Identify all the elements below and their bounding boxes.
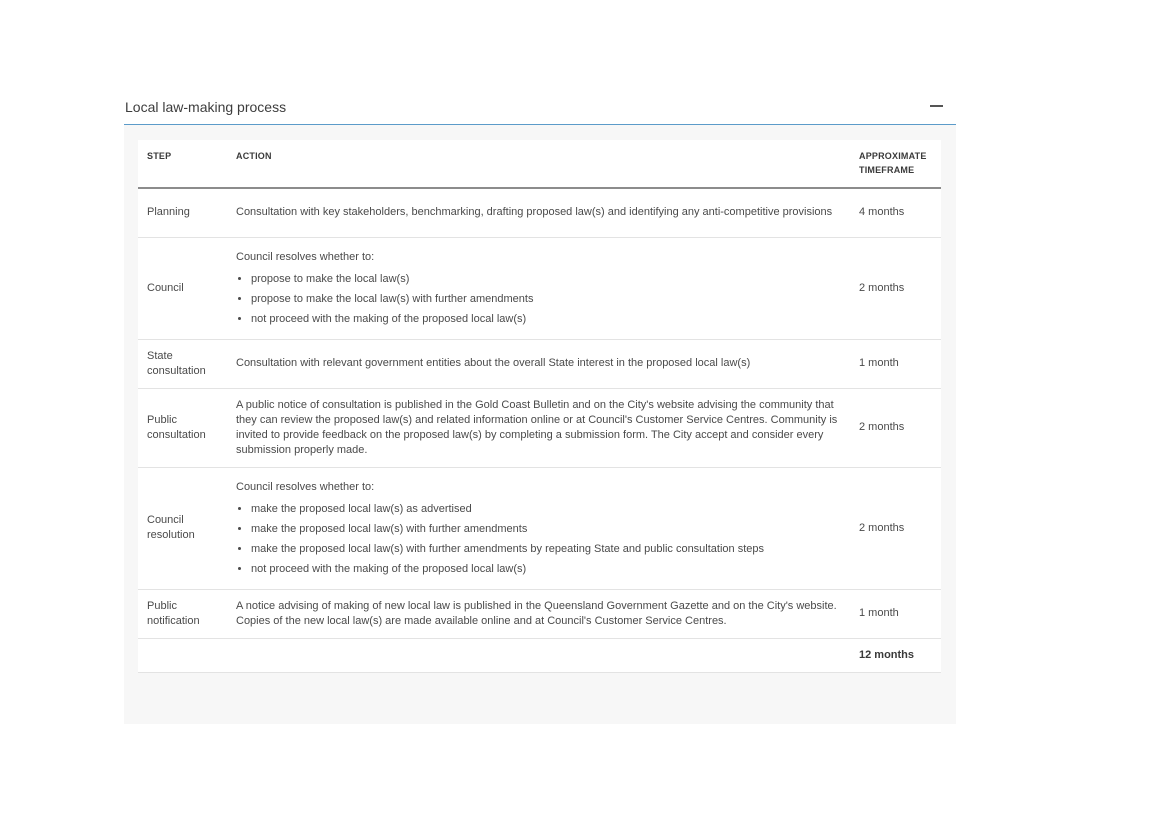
action-bullet-list bbox=[236, 502, 841, 577]
list-item: • make the proposed local law(s) with further amendments bbox=[251, 522, 841, 537]
action-cell: Consultation with key stakeholders, benchmarking, drafting proposed law(s) and identifying any anti-competitive provisions bbox=[227, 188, 850, 237]
step-cell: Public notification bbox=[138, 589, 227, 638]
action-bullet-list bbox=[236, 272, 841, 327]
timeframe-cell: 1 month bbox=[850, 589, 941, 638]
list-item: • not proceed with the making of the proposed local law(s) bbox=[251, 312, 841, 327]
list-item: • make the proposed local law(s) as advertised bbox=[251, 502, 841, 517]
step-cell: Public consultation bbox=[138, 388, 227, 467]
action-cell: Consultation with relevant government entities about the overall State interest in the proposed local law(s) bbox=[227, 339, 850, 388]
table-row-planning bbox=[138, 188, 941, 237]
list-item: • propose to make the local law(s) bbox=[251, 272, 841, 287]
header-action: ACTION bbox=[227, 140, 850, 188]
law-making-accordion bbox=[124, 92, 956, 724]
header-step: STEP bbox=[138, 140, 227, 188]
action-intro: Council resolves whether to: bbox=[236, 250, 375, 263]
table-header-row bbox=[138, 140, 941, 188]
step-cell: Council resolution bbox=[138, 467, 227, 589]
action-cell: A public notice of consultation is published in the Gold Coast Bulletin and on the City's website advising the community that they can review the proposed law(s) and related information online or at Council's Customer Service Centres. Community is invited to provide feedback on the proposed law(s) by completing a submission form. The City accept and consider every submission properly made. bbox=[227, 388, 850, 467]
step-cell: Council bbox=[138, 237, 227, 339]
header-timeframe-line2: TIMEFRAME bbox=[859, 165, 915, 175]
timeframe-cell: 2 months bbox=[850, 467, 941, 589]
empty-cell bbox=[227, 638, 850, 672]
timeframe-cell: 1 month bbox=[850, 339, 941, 388]
accordion-header[interactable] bbox=[124, 92, 956, 125]
action-cell bbox=[227, 467, 850, 589]
accordion-title: Local law-making process bbox=[125, 99, 287, 115]
collapse-minus-icon[interactable] bbox=[930, 97, 943, 110]
step-cell: State consultation bbox=[138, 339, 227, 388]
table-row-state-consultation bbox=[138, 339, 941, 388]
empty-cell bbox=[138, 638, 227, 672]
list-item: • not proceed with the making of the proposed local law(s) bbox=[251, 562, 841, 577]
total-timeframe-cell: 12 months bbox=[850, 638, 941, 672]
table-row-public-consultation bbox=[138, 388, 941, 467]
timeframe-cell: 2 months bbox=[850, 237, 941, 339]
table-row-public-notification bbox=[138, 589, 941, 638]
accordion-body bbox=[124, 125, 956, 724]
action-intro: Council resolves whether to: bbox=[236, 480, 375, 493]
list-item: • propose to make the local law(s) with further amendments bbox=[251, 292, 841, 307]
process-table bbox=[138, 140, 941, 673]
table-row-total bbox=[138, 638, 941, 672]
timeframe-cell: 4 months bbox=[850, 188, 941, 237]
header-timeframe-line1: APPROXIMATE bbox=[859, 151, 927, 161]
action-cell: A notice advising of making of new local law is published in the Queensland Government Gazette and on the City's website. Copies of the new local law(s) are made available online and at Council's Customer Service Centres. bbox=[227, 589, 850, 638]
table-row-council-resolution bbox=[138, 467, 941, 589]
action-cell bbox=[227, 237, 850, 339]
table-row-council bbox=[138, 237, 941, 339]
step-cell: Planning bbox=[138, 188, 227, 237]
header-timeframe bbox=[850, 140, 941, 188]
list-item: • make the proposed local law(s) with further amendments by repeating State and public consultation steps bbox=[251, 542, 841, 557]
timeframe-cell: 2 months bbox=[850, 388, 941, 467]
